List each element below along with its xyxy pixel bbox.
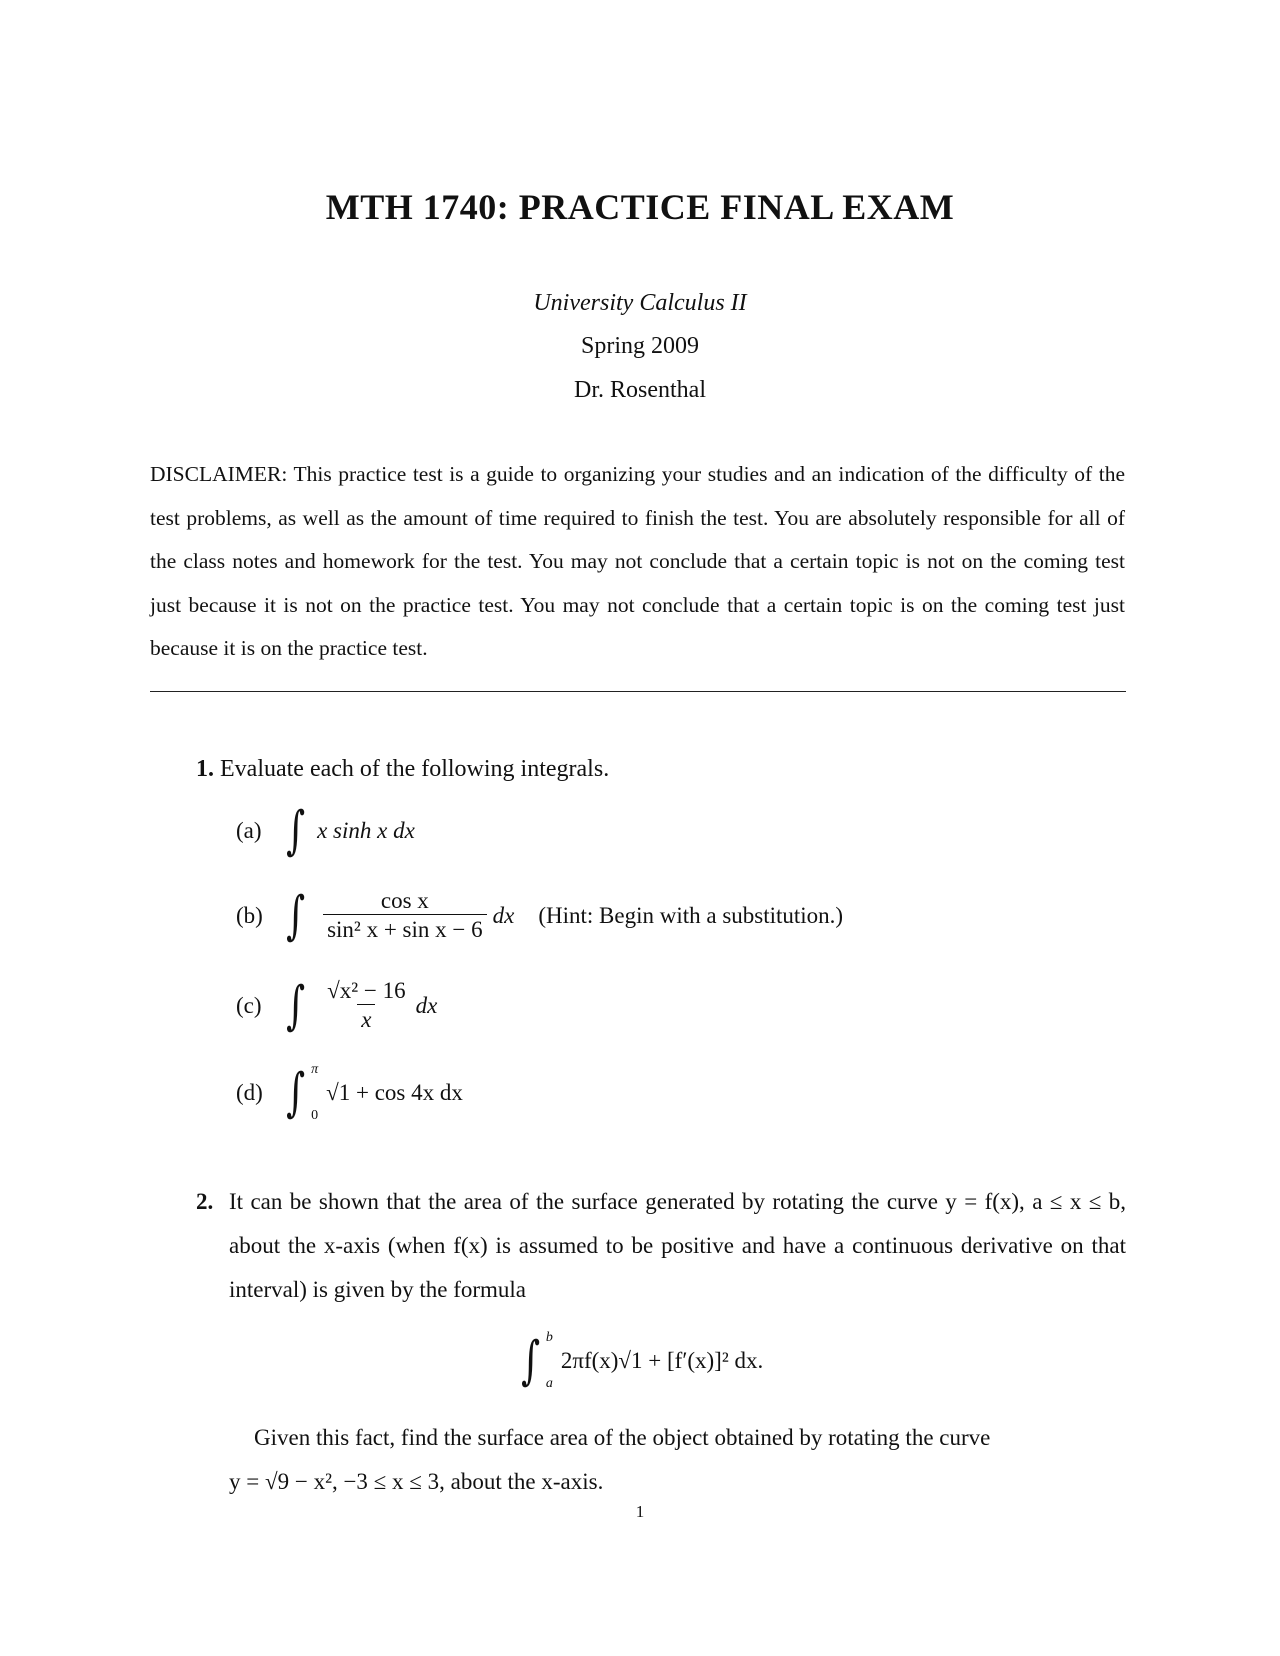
question-text: It can be shown that the area of the surface generated by rotating the curve y = f(x), a ≤ x ≤ b, about the x-axis (when f(x) is assumed to be positive and have a continuous derivative on that interval) is given by the formula [229, 1189, 1126, 1302]
differential: dx [415, 992, 438, 1018]
integral-sign-icon: ∫ [286, 975, 306, 1036]
part-label: (b) [236, 902, 263, 928]
part-d [236, 1062, 463, 1124]
integral-limits [311, 1062, 318, 1124]
part-label: (c) [236, 992, 262, 1018]
part-a [236, 801, 415, 861]
surface-area-formula [0, 1330, 1280, 1392]
integral-sign-icon: ∫ [520, 1331, 540, 1391]
followup-line-2: y = √9 − x², −3 ≤ x ≤ 3, about the x-axis. [229, 1469, 604, 1494]
part-c [236, 975, 438, 1036]
upper-limit: b [545, 1330, 553, 1345]
question-prompt: Evaluate each of the following integrals. [220, 756, 610, 782]
denominator: x [357, 1004, 375, 1033]
question-2-followup [229, 1416, 1126, 1504]
question-number: 2. [196, 1189, 214, 1214]
integral-sign-icon: ∫ [286, 885, 306, 946]
integral-sign-icon: ∫ [286, 801, 306, 861]
upper-limit: π [311, 1062, 319, 1077]
course-subtitle: University Calculus II [533, 290, 747, 316]
term: Spring 2009 [580, 333, 699, 359]
fraction [323, 888, 487, 943]
horizontal-rule [150, 691, 1126, 692]
page-title: MTH 1740: PRACTICE FINAL EXAM [325, 187, 955, 227]
integral-sign-icon: ∫ [286, 1063, 306, 1123]
integrand: x sinh x dx [317, 818, 415, 843]
numerator: √x² − 16 [327, 978, 406, 1003]
part-b [236, 885, 844, 946]
followup-line-1: Given this fact, find the surface area of the object obtained by rotating the curve [254, 1425, 991, 1450]
page-number: 1 [635, 1502, 645, 1521]
numerator: cos x [380, 888, 429, 913]
integral-limits [546, 1330, 553, 1392]
question-number: 1. [196, 756, 214, 782]
fraction [323, 978, 410, 1033]
disclaimer-paragraph: DISCLAIMER: This practice test is a guide to organizing your studies and an indication of the difficulty of the test problems, as well as the amount of time required to finish the test. You are absolutely responsible for all of the class notes and homework for the test. You may not conclude that a certain topic is not on the coming test just because it is not on the practice test. You may not conclude that a certain topic is on the coming test just because it is on the practice test. [150, 462, 1125, 660]
instructor: Dr. Rosenthal [574, 377, 706, 403]
part-label: (a) [236, 818, 262, 843]
hint: (Hint: Begin with a substitution.) [538, 902, 844, 928]
denominator: sin² x + sin x − 6 [323, 914, 487, 943]
differential: dx [492, 902, 515, 928]
integrand: √1 + cos 4x dx [326, 1080, 463, 1105]
question-1 [196, 756, 609, 783]
lower-limit: 0 [311, 1108, 319, 1123]
part-label: (d) [236, 1080, 263, 1105]
lower-limit: a [545, 1376, 553, 1391]
formula-expression: 2πf(x)√1 + [f′(x)]² dx. [560, 1348, 764, 1373]
question-2 [196, 1180, 1126, 1312]
